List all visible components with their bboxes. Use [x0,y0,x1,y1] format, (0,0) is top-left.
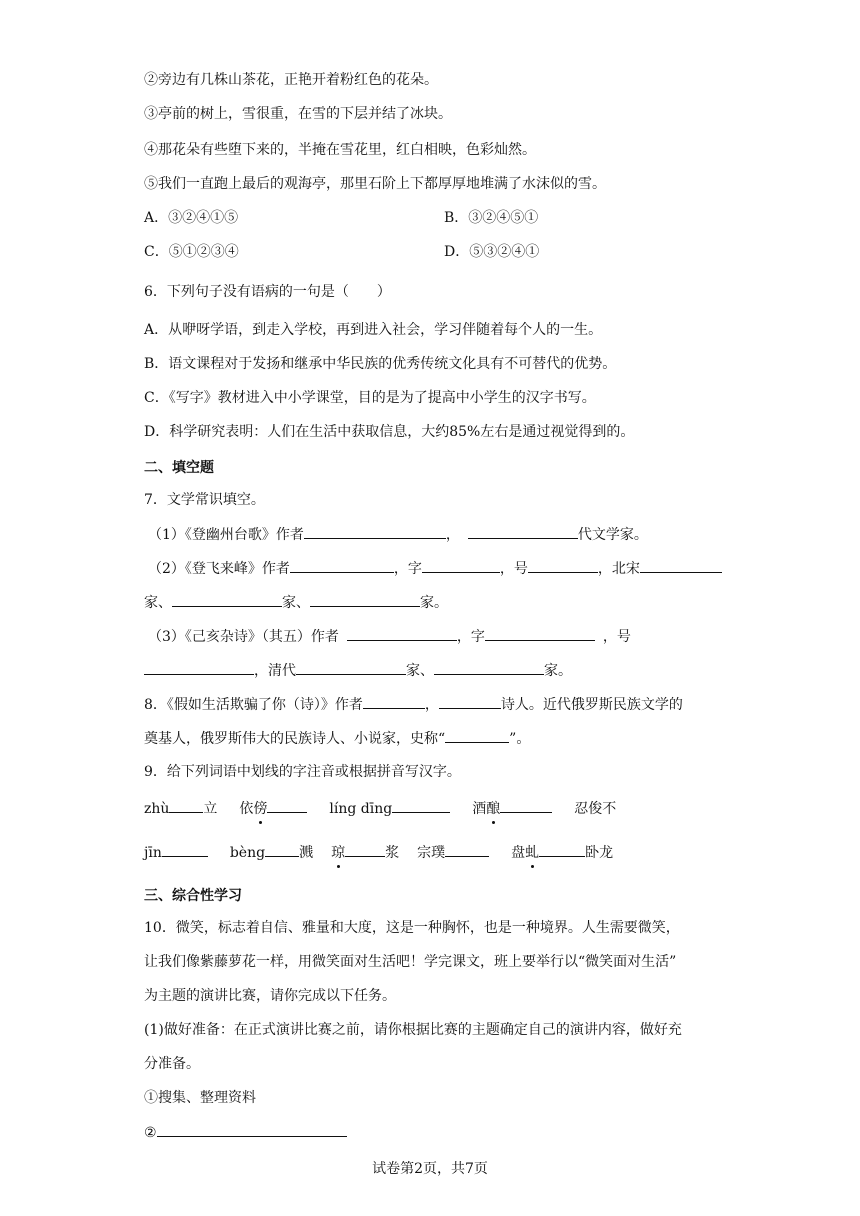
q10-item2 [144,1122,347,1143]
q6-option-a: A．从咿呀学语，到走入学校，再到进入社会，学习伴随着每个人的一生。 [144,322,603,338]
q5-item-5: ⑤我们一直跑上最后的观海亭，那里石阶上下都厚厚地堆满了水沫似的雪。 [144,176,606,192]
q5-option-c: C．⑤①②③④ [144,244,239,260]
q10-line3: 为主题的演讲比赛，请你完成以下任务。 [144,988,396,1004]
blank-input[interactable] [157,1122,347,1137]
blank-input[interactable] [445,842,489,857]
q7-part3-line1 [148,626,631,647]
q9-text: 忍俊不 [574,801,617,817]
blank-input[interactable] [422,558,500,573]
q7-p1-text-b: ， [445,527,460,543]
q7-p1-text-c: 代文学家。 [577,527,648,543]
pinyin-jin: jīn [144,845,162,861]
q7-p2-text-b: ，字 [393,561,422,577]
q7-p2-text-a: （2）《登飞来峰》作者 [148,561,290,577]
q10-line4: (1)做好准备：在正式演讲比赛之前，请你根据比赛的主题确定自己的演讲内容，做好充 [144,1022,682,1038]
blank-input[interactable] [296,660,406,675]
q9-text: 卧龙 [585,845,614,861]
q8-text-d: 奠基人，俄罗斯伟大的民族诗人、小说家，史称“ [144,731,446,747]
pinyin-zhu: zhù [144,801,170,817]
q6-option-d: D．科学研究表明：人们在生活中获取信息，大约85%左右是通过视觉得到的。 [144,424,635,440]
q7-p3-text-a: （3）《己亥杂诗》（其五）作者 [148,629,339,645]
q6-option-c: C．《写字》教材进入中小学课堂，目的是为了提高中小学生的汉字书写。 [144,390,596,406]
q7-part2-line1 [148,558,722,579]
q9-text: 依 [239,801,254,817]
q9-text: 溅 [299,845,314,861]
q5-item-4: ④那花朵有些堕下来的，半掩在雪花里，红白相映，色彩灿然。 [144,142,536,158]
q7-p1-text-a: （1）《登幽州台歌》作者 [148,527,304,543]
blank-input[interactable] [468,524,578,539]
q9-text: 立 [203,801,218,817]
q5-item-2: ②旁边有几株山茶花，正艳开着粉红色的花朵。 [144,72,438,88]
q6-option-b: B．语文课程对于发扬和继承中华民族的优秀传统文化具有不可替代的优势。 [144,356,617,372]
underlined-char: 琼 [331,845,346,861]
q10-line2: 让我们像紫藤萝花一样，用微笑面对生活吧！学完课文，班上要举行以“微笑面对生活” [144,954,677,970]
q5-option-b: B．③②④⑤① [444,210,539,226]
q8-line1 [144,694,683,715]
blank-input[interactable] [304,524,446,539]
page-footer: 试卷第2页，共7页 [372,1161,488,1177]
underlined-char: 虬 [525,845,540,861]
q9-row1 [144,798,616,819]
q6-stem: 6．下列句子没有语病的一句是（ ） [144,284,391,300]
q7-p3-text-c: ，号 [602,629,631,645]
blank-input[interactable] [392,798,450,813]
q7-part3-line2 [144,660,572,681]
blank-input[interactable] [439,694,501,709]
q7-p2-text-g: 家。 [420,595,448,611]
q7-p2-text-d: ，北宋 [597,561,640,577]
blank-input[interactable] [434,660,544,675]
blank-input[interactable] [265,842,299,857]
q10-line5: 分准备。 [144,1056,200,1072]
q7-p2-text-e: 家、 [144,595,172,611]
q8-text-b: ， [424,697,439,713]
pinyin-ling-ding: líng dīng [329,801,393,817]
q9-text: 浆 [385,845,400,861]
pinyin-beng: bèng [229,845,266,861]
q7-p2-text-f: 家、 [282,595,310,611]
section-fill-heading: 二、填空题 [144,460,214,476]
blank-input[interactable] [485,626,595,641]
q10-item2-marker: ② [144,1125,157,1141]
q10-item1: ①搜集、整理资料 [144,1090,256,1106]
blank-input[interactable] [144,660,254,675]
q7-p2-text-c: ，号 [499,561,528,577]
blank-input[interactable] [162,842,208,857]
q7-p3-text-b: ，字 [456,629,485,645]
q7-part2-line2 [144,592,448,613]
underlined-char: 酿 [486,801,501,817]
q8-text-c: 诗人。近代俄罗斯民族文学的 [500,697,683,713]
blank-input[interactable] [500,798,552,813]
blank-input[interactable] [528,558,598,573]
q9-text: 酒 [472,801,487,817]
q10-line1: 10．微笑，标志着自信、雅量和大度，这是一种胸怀，也是一种境界。人生需要微笑， [144,920,680,936]
q7-p3-text-d: ，清代 [254,663,296,679]
blank-input[interactable] [290,558,394,573]
blank-input[interactable] [172,592,282,607]
q7-part1 [148,524,648,545]
q8-text-a: 8．《假如生活欺骗了你（诗）》作者 [144,697,363,713]
q9-text: 宗璞 [417,845,446,861]
section-comprehensive-heading: 三、综合性学习 [144,888,242,904]
blank-input[interactable] [347,626,457,641]
q5-option-a: A．③②④①⑤ [144,210,239,226]
blank-input[interactable] [539,842,585,857]
q9-text: 盘 [511,845,526,861]
blank-input[interactable] [169,798,203,813]
blank-input[interactable] [445,728,509,743]
q9-row2 [144,842,613,863]
q8-line2 [144,728,530,749]
q7-p3-text-e: 家、 [406,663,434,679]
blank-input[interactable] [267,798,307,813]
q9-stem: 9．给下列词语中划线的字注音或根据拼音写汉字。 [144,764,461,780]
blank-input[interactable] [363,694,425,709]
q7-p3-text-f: 家。 [544,663,572,679]
q8-text-e: ”。 [509,731,531,747]
underlined-char: 傍 [253,801,268,817]
blank-input[interactable] [640,558,722,573]
q5-item-3: ③亭前的树上，雪很重，在雪的下层并结了冰块。 [144,106,452,122]
q5-option-d: D．⑤③②④① [444,244,540,260]
blank-input[interactable] [345,842,385,857]
blank-input[interactable] [310,592,420,607]
q7-stem: 7．文学常识填空。 [144,492,265,508]
